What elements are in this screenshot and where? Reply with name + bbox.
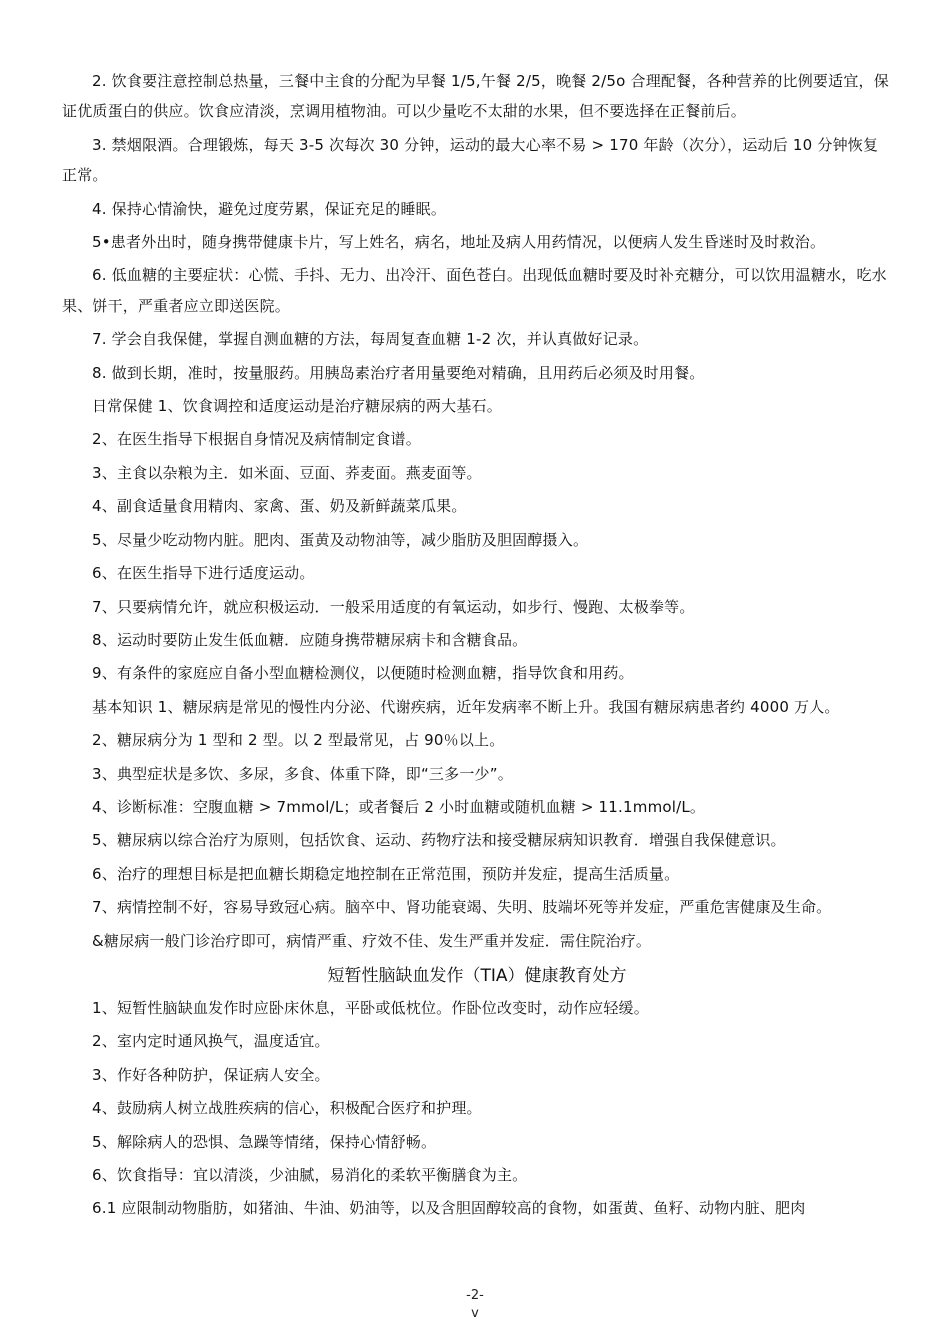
- paragraph: 3、主食以杂粮为主．如米面、豆面、荞麦面。燕麦面等。: [92, 463, 482, 482]
- paragraph: 7、只要病情允许，就应积极运动．一般采用适度的有氧运动，如步行、慢跑、太极拳等。: [92, 597, 695, 616]
- document-body: [62, 66, 892, 1227]
- paragraph: 3、作好各种防护，保证病人安全。: [92, 1065, 330, 1084]
- paragraph: 7、病情控制不好，容易导致冠心病。脑卒中、肾功能衰竭、失明、肢端坏死等并发症，严重危害健康及生命。: [92, 898, 832, 917]
- page-footer: [0, 1287, 950, 1323]
- paragraph: 2、在医生指导下根据自身情况及病情制定食谱。: [92, 430, 421, 449]
- paragraph: 2、糖尿病分为 1 型和 2 型。以 2 型最常见，占 90％以上。: [92, 731, 505, 750]
- paragraph: 4、副食适量食用精肉、家禽、蛋、奶及新鲜蔬菜瓜果。: [92, 497, 467, 516]
- footer-mark: v: [471, 1306, 479, 1321]
- paragraph: 4、诊断标准：空腹血糖 > 7mmol/L；或者餐后 2 小时血糖或随机血糖 > 11.1mmol/L。: [92, 797, 706, 816]
- paragraph: &糖尿病一般门诊治疗即可，病情严重、疗效不佳、发生严重并发症．需住院治疗。: [92, 931, 652, 950]
- paragraph: 5、尽量少吃动物内脏。肥肉、蛋黄及动物油等，减少脂肪及胆固醇摄入。: [92, 530, 589, 549]
- paragraph: 6、治疗的理想目标是把血糖长期稳定地控制在正常范围，预防并发症，提高生活质量。: [92, 864, 680, 883]
- paragraph: 2、室内定时通风换气，温度适宜。: [92, 1032, 330, 1051]
- paragraph: 5、解除病人的恐惧、急躁等情绪，保持心情舒畅。: [92, 1132, 437, 1151]
- paragraph: 6、饮食指导：宜以清淡，少油腻，易消化的柔软平衡膳食为主。: [92, 1166, 528, 1184]
- paragraph-group-tia: [62, 993, 892, 1224]
- paragraph: 5、糖尿病以综合治疗为原则，包括饮食、运动、药物疗法和接受糖尿病知识教育．增强自我保健意识。: [92, 831, 786, 850]
- section-title: 短暂性脑缺血发作（TIA）健康教育处方: [327, 965, 627, 986]
- paragraph: 6.1 应限制动物脂肪，如猪油、牛油、奶油等，以及含胆固醇较高的食物，如蛋黄、鱼籽、动物内脏、肥肉: [92, 1199, 806, 1218]
- paragraph: 1、短暂性脑缺血发作时应卧床休息，平卧或低枕位。作卧位改变时，动作应轻缓。: [92, 998, 649, 1017]
- paragraph: 8. 做到长期，准时，按量服药。用胰岛素治疗者用量要绝对精确，且用药后必须及时用餐。: [92, 363, 705, 382]
- paragraph: 8、运动时要防止发生低血糖．应随身携带糖尿病卡和含糖食品。: [92, 630, 528, 649]
- paragraph: 6、在医生指导下进行适度运动。: [92, 564, 315, 583]
- paragraph: 6. 低血糖的主要症状：心慌、手抖、无力、出冷汗、面色苍白。出现低血糖时要及时补充糖分，可以饮用温糖水，吃水果、饼干，严重者应立即送医院。: [62, 266, 887, 315]
- paragraph: 9、有条件的家庭应自备小型血糖检测仪，以便随时检测血糖，指导饮食和用药。: [92, 664, 634, 683]
- paragraph-group-diabetes: [62, 66, 892, 956]
- paragraph: 5•患者外出时，随身携带健康卡片，写上姓名，病名，地址及病人用药情况，以便病人发生昏迷时及时救治。: [92, 233, 826, 252]
- paragraph: 3. 禁烟限酒。合理锻炼，每天 3-5 次每次 30 分钟，运动的最大心率不易 > 170 年龄（次分），运动后 10 分钟恢复正常。: [62, 135, 879, 185]
- paragraph: 基本知识 1、糖尿病是常见的慢性内分泌、代谢疾病，近年发病率不断上升。我国有糖尿病患者约 4000 万人。: [92, 697, 840, 716]
- paragraph: 3、典型症状是多饮、多尿，多食、体重下降，即“三多一少”。: [92, 764, 513, 783]
- paragraph: 4、鼓励病人树立战胜疾病的信心，积极配合医疗和护理。: [92, 1099, 482, 1118]
- page-number: -2-: [466, 1288, 484, 1303]
- paragraph: 2. 饮食要注意控制总热量，三餐中主食的分配为早餐 1/5,午餐 2/5，晚餐 2/5o 合理配餐，各种营养的比例要适宜，保证优质蛋白的供应。饮食应清淡，烹调用植物油。可以少量吃不太甜的水果，但不要选择在正餐前后。: [62, 72, 889, 121]
- paragraph: 7. 学会自我保健，掌握自测血糖的方法，每周复查血糖 1-2 次，并认真做好记录。: [92, 330, 649, 349]
- paragraph: 4. 保持心情渝快，避免过度劳累，保证充足的睡眠。: [92, 199, 447, 218]
- paragraph: 日常保健 1、饮食调控和适度运动是治疗糖尿病的两大基石。: [92, 397, 502, 416]
